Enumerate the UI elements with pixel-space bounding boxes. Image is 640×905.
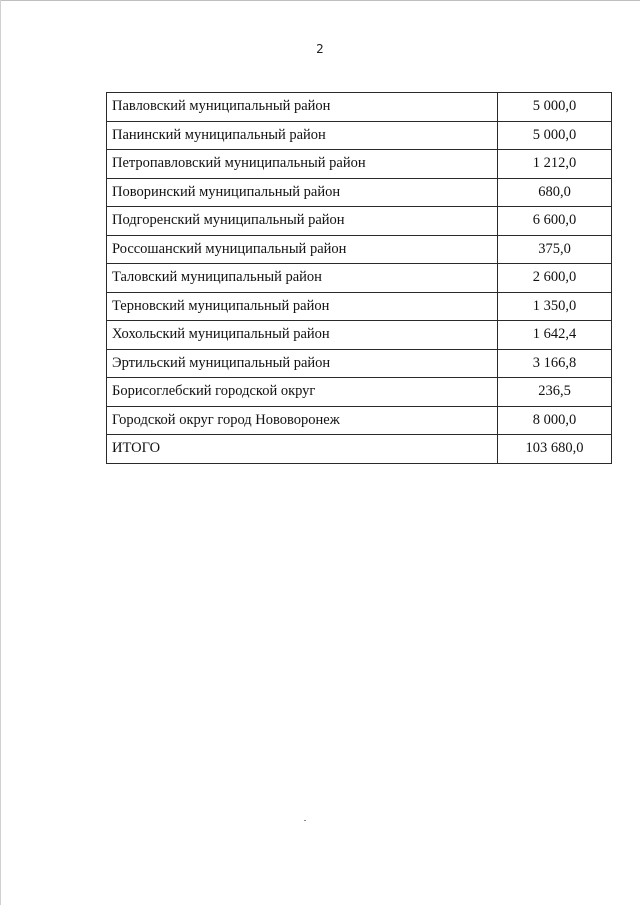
table-row [107,207,612,236]
row-name: Таловский муниципальный район [107,264,498,293]
row-value: 5 000,0 [498,121,612,150]
row-value: 6 600,0 [498,207,612,236]
row-name: Терновский муниципальный район [107,292,498,321]
table-row [107,321,612,350]
row-name: Хохольский муниципальный район [107,321,498,350]
row-value: 680,0 [498,178,612,207]
row-value: 3 166,8 [498,349,612,378]
row-value: 375,0 [498,235,612,264]
table-row [107,406,612,435]
table-row [107,178,612,207]
row-name: Городской округ город Нововоронеж [107,406,498,435]
row-value: 8 000,0 [498,406,612,435]
table-row [107,93,612,122]
allocation-table [106,92,612,464]
row-value: 1 350,0 [498,292,612,321]
row-name: Петропавловский муниципальный район [107,150,498,179]
total-row [107,435,612,464]
row-name: Подгоренский муниципальный район [107,207,498,236]
table-row [107,378,612,407]
row-name: Эртильский муниципальный район [107,349,498,378]
table-row [107,235,612,264]
row-name: Поворинский муниципальный район [107,178,498,207]
row-name: Павловский муниципальный район [107,93,498,122]
row-value: 236,5 [498,378,612,407]
row-value: 1 642,4 [498,321,612,350]
table-row [107,349,612,378]
row-value: 1 212,0 [498,150,612,179]
row-name: Борисоглебский городской округ [107,378,498,407]
row-value: 5 000,0 [498,93,612,122]
table-row [107,292,612,321]
page-number: 2 [316,42,324,56]
row-name: Панинский муниципальный район [107,121,498,150]
table-row [107,264,612,293]
table-row [107,121,612,150]
total-value: 103 680,0 [498,435,612,464]
scan-edge-left [0,0,1,905]
row-value: 2 600,0 [498,264,612,293]
scan-speck [304,820,306,821]
total-label: ИТОГО [107,435,498,464]
scan-edge-top [0,0,640,1]
row-name: Россошанский муниципальный район [107,235,498,264]
table-row [107,150,612,179]
